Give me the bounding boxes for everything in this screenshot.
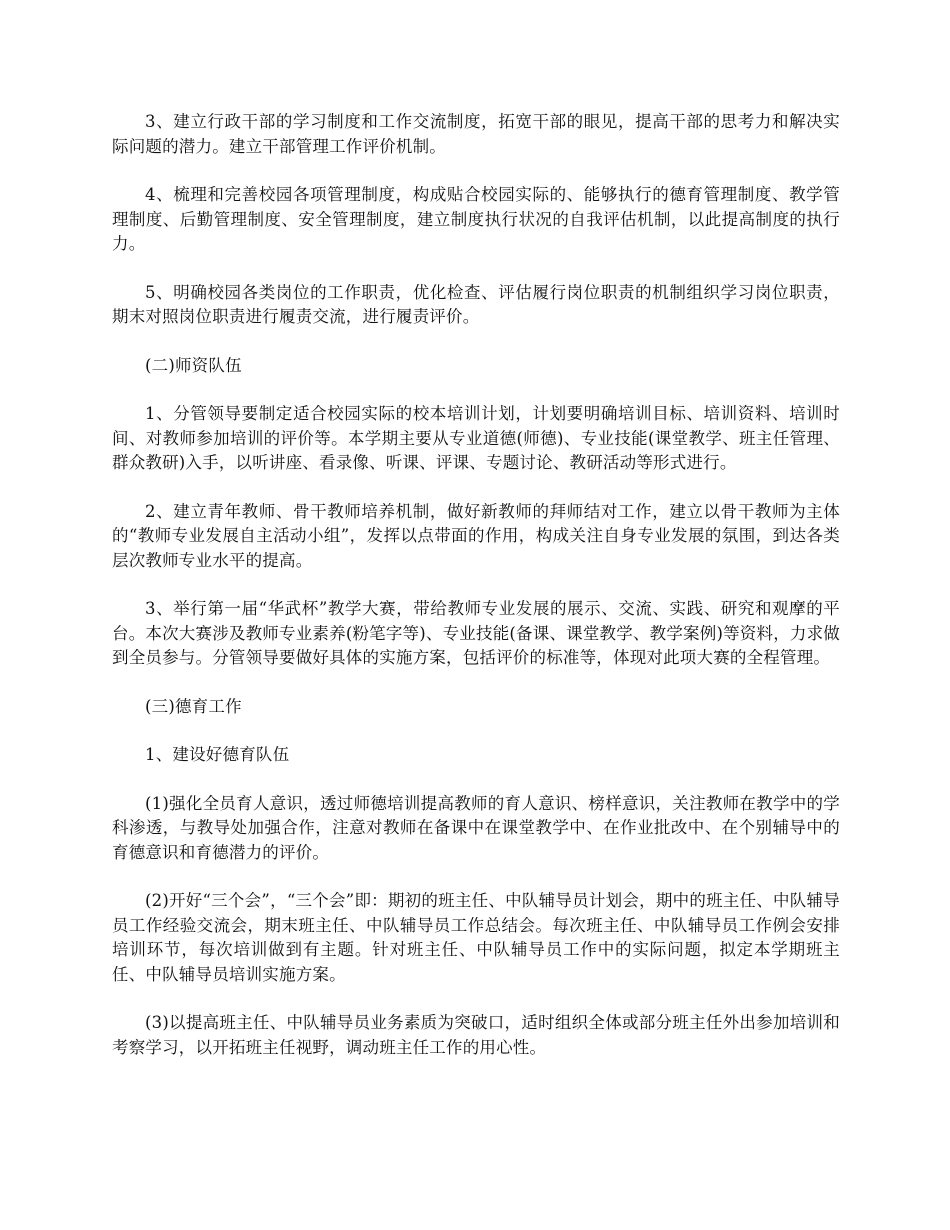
paragraph-item-2: (2)开好“三个会”，“三个会”即：期初的班主任、中队辅导员计划会，期中的班主任、中队辅导员工作经验交流会，期末班主任、中队辅导员工作总结会。每次班主任、中队辅导员工作例会安排培训环节，每次培训做到有主题。针对班主任、中队辅导员工作中的实际问题，拟定本学期班主任、中队辅导员培训实施方案。 [112, 891, 840, 984]
paragraph-admin-learning: 3、建立行政干部的学习制度和工作交流制度，拓宽干部的眼见，提高干部的思考力和解决实际问题的潜力。建立干部管理工作评价机制。 [112, 112, 840, 156]
paragraph-item-3: (3)以提高班主任、中队辅导员业务素质为突破口，适时组织全体或部分班主任外出参加培训和考察学习，以开拓班主任视野，调动班主任工作的用心性。 [112, 1013, 840, 1057]
document-body [112, 110, 840, 1084]
paragraph-job-duties: 5、明确校园各类岗位的工作职责，优化检查、评估履行岗位职责的机制组织学习岗位职责，期末对照岗位职责进行履责交流，进行履责评价。 [112, 282, 840, 326]
paragraph-management-system: 4、梳理和完善校园各项管理制度，构成贴合校园实际的、能够执行的德育管理制度、教学管理制度、后勤管理制度、安全管理制度，建立制度执行状况的自我评估机制，以此提高制度的执行力。 [112, 185, 840, 253]
paragraph-training-plan: 1、分管领导要制定适合校园实际的校本培训计划，计划要明确培训目标、培训资料、培训时间、对教师参加培训的评价等。本学期主要从专业道德(师德)、专业技能(课堂教学、班主任管理、群众教研)入手，以听讲座、看录像、听课、评课、专题讨论、教研活动等形式进行。 [112, 404, 840, 472]
paragraph-teaching-contest: 3、举行第一届“华武杯”教学大赛，带给教师专业发展的展示、交流、实践、研究和观摩的平台。本次大赛涉及教师专业素养(粉笔字等)、专业技能(备课、课堂教学、教学案例)等资料，力求做到全员参与。分管领导要做好具体的实施方案，包括评价的标准等，体现对此项大赛的全程管理。 [112, 599, 840, 667]
subheading-moral-team: 1、建设好德育队伍 [145, 745, 290, 764]
paragraph-item-1: (1)强化全员育人意识，透过师德培训提高教师的育人意识、榜样意识，关注教师在教学中的学科渗透，与教导处加强合作，注意对教师在备课中在课堂教学中、在作业批改中、在个别辅导中的育德意识和育德潜力的评价。 [112, 793, 840, 862]
section-heading-teachers: (二)师资队伍 [145, 355, 242, 375]
paragraph-teacher-development: 2、建立青年教师、骨干教师培养机制，做好新教师的拜师结对工作，建立以骨干教师为主体的“教师专业发展自主活动小组”，发挥以点带面的作用，构成关注自身专业发展的氛围，到达各类层次教师专业水平的提高。 [112, 501, 840, 570]
section-heading-moral-education: (三)德育工作 [145, 696, 242, 716]
